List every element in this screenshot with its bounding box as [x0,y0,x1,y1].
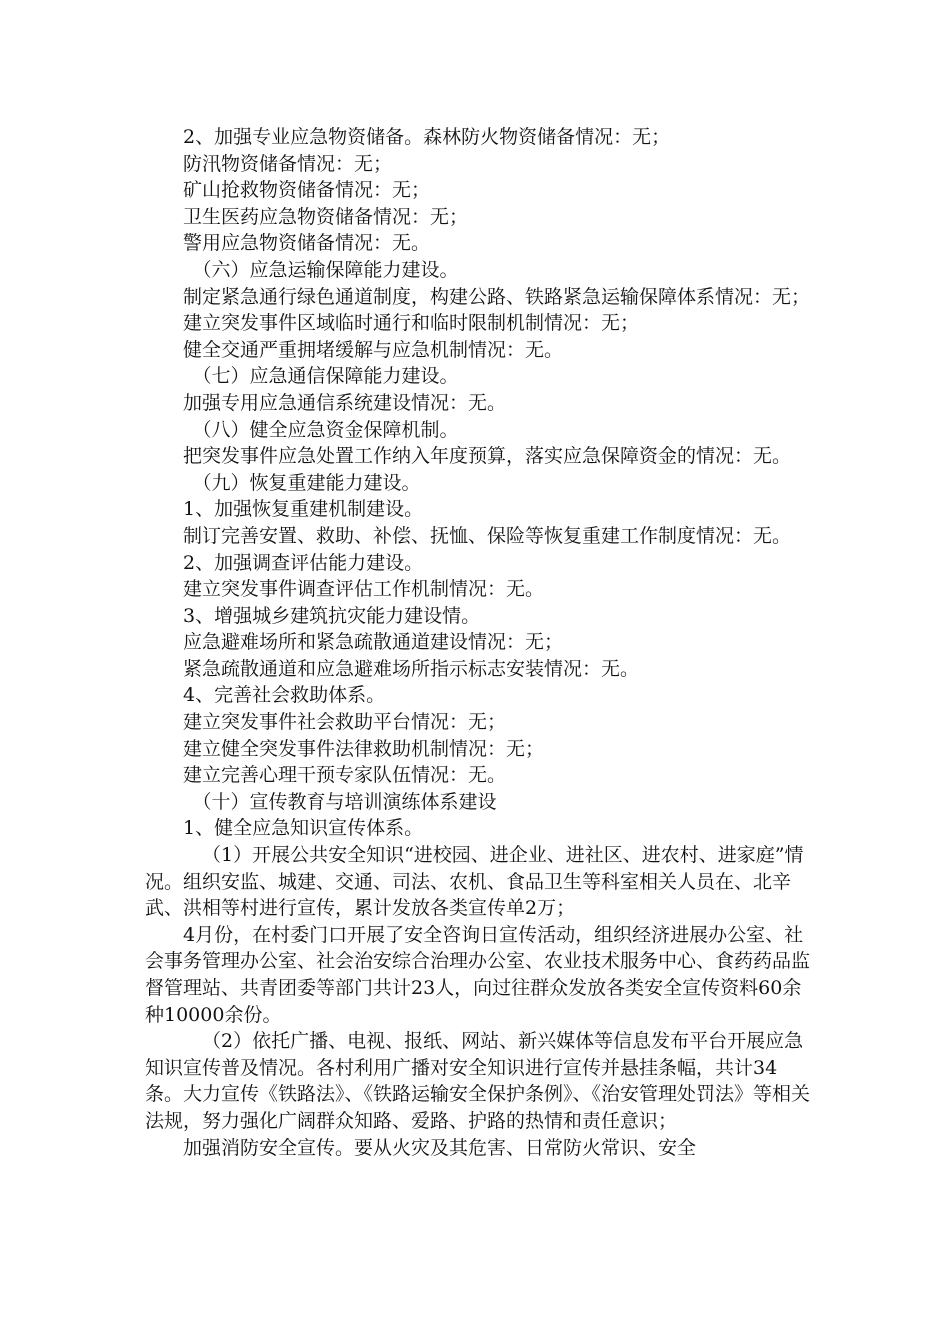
paragraph: 4、完善社会救助体系。 [183,684,386,707]
paragraph: 健全交通严重拥堵缓解与应急机制情况：无。 [183,338,564,361]
paragraph: 建立健全突发事件法律救助机制情况：无； [183,737,545,760]
paragraph: 建立突发事件社会救助平台情况：无； [183,711,507,734]
paragraph: 建立完善心理干预专家队伍情况：无。 [183,764,507,787]
document-body [145,124,810,1161]
paragraph: 1、健全应急知识宣传体系。 [183,817,424,840]
paragraph: 矿山抢救物资储备情况：无； [183,179,431,202]
paragraph: 3、增强城乡建筑抗灾能力建设情。 [183,604,481,627]
section-heading: （八）健全应急资金保障机制。 [192,418,459,441]
paragraph: 制定紧急通行绿色通道制度，构建公路、铁路紧急运输保障体系情况：无； [183,285,811,308]
paragraph: 制订完善安置、救助、补偿、抚恤、保险等恢复重建工作制度情况：无。 [183,524,792,547]
paragraph: 加强专用应急通信系统建设情况：无。 [183,391,507,414]
paragraph: （2）依托广播、电视、报纸、网站、新兴媒体等信息发布平台开展应急知识宣传普及情况。各村利用广播对安全知识进行宣传并悬挂条幅，共计34条。大力宣传《铁路法》、《铁路运输安全保护条例》、《治安管理处罚法》等相关法规，努力强化广阔群众知路、爱路、护路的热情和责任意识； [145,1030,811,1132]
section-heading: （六）应急运输保障能力建设。 [192,258,459,281]
paragraph: 建立突发事件区域临时通行和临时限制机制情况：无； [183,312,640,335]
paragraph: 防汛物资储备情况：无； [183,152,393,175]
section-heading: （十）宣传教育与培训演练体系建设 [192,790,497,813]
paragraph: 建立突发事件调查评估工作机制情况：无。 [183,578,545,601]
paragraph: 紧急疏散通道和应急避难场所指示标志安装情况：无。 [183,657,640,680]
paragraph: 1、加强恢复重建机制建设。 [183,498,424,521]
paragraph: 加强消防安全宣传。要从火灾及其危害、日常防火常识、安全 [183,1136,697,1159]
paragraph: 把突发事件应急处置工作纳入年度预算，落实应急保障资金的情况：无。 [183,445,792,468]
paragraph: 警用应急物资储备情况：无。 [183,232,431,255]
section-heading: （七）应急通信保障能力建设。 [192,365,459,388]
paragraph: 应急避难场所和紧急疏散通道建设情况：无； [183,631,564,654]
paragraph: 2、加强专业应急物资储备。森林防火物资储备情况：无； [183,126,671,148]
section-heading: （九）恢复重建能力建设。 [192,471,421,494]
paragraph: 4月份，在村委门口开展了安全咨询日宣传活动，组织经济进展办公室、社会事务管理办公室、社会治安综合治理办公室、农业技术服务中心、食药药品监督管理站、共青团委等部门共计23人，向过往群众发放各类安全宣传资料60余种10000余份。 [145,923,811,1026]
paragraph: 卫生医药应急物资储备情况：无； [183,205,469,228]
paragraph: 2、加强调查评估能力建设。 [183,551,424,574]
paragraph: （1）开展公共安全知识“进校园、进企业、进社区、进农村、进家庭”情况。组织安监、城建、交通、司法、农机、食品卫生等科室相关人员在、北辛武、洪相等村进行宣传，累计发放各类宣传单2万； [145,844,804,920]
